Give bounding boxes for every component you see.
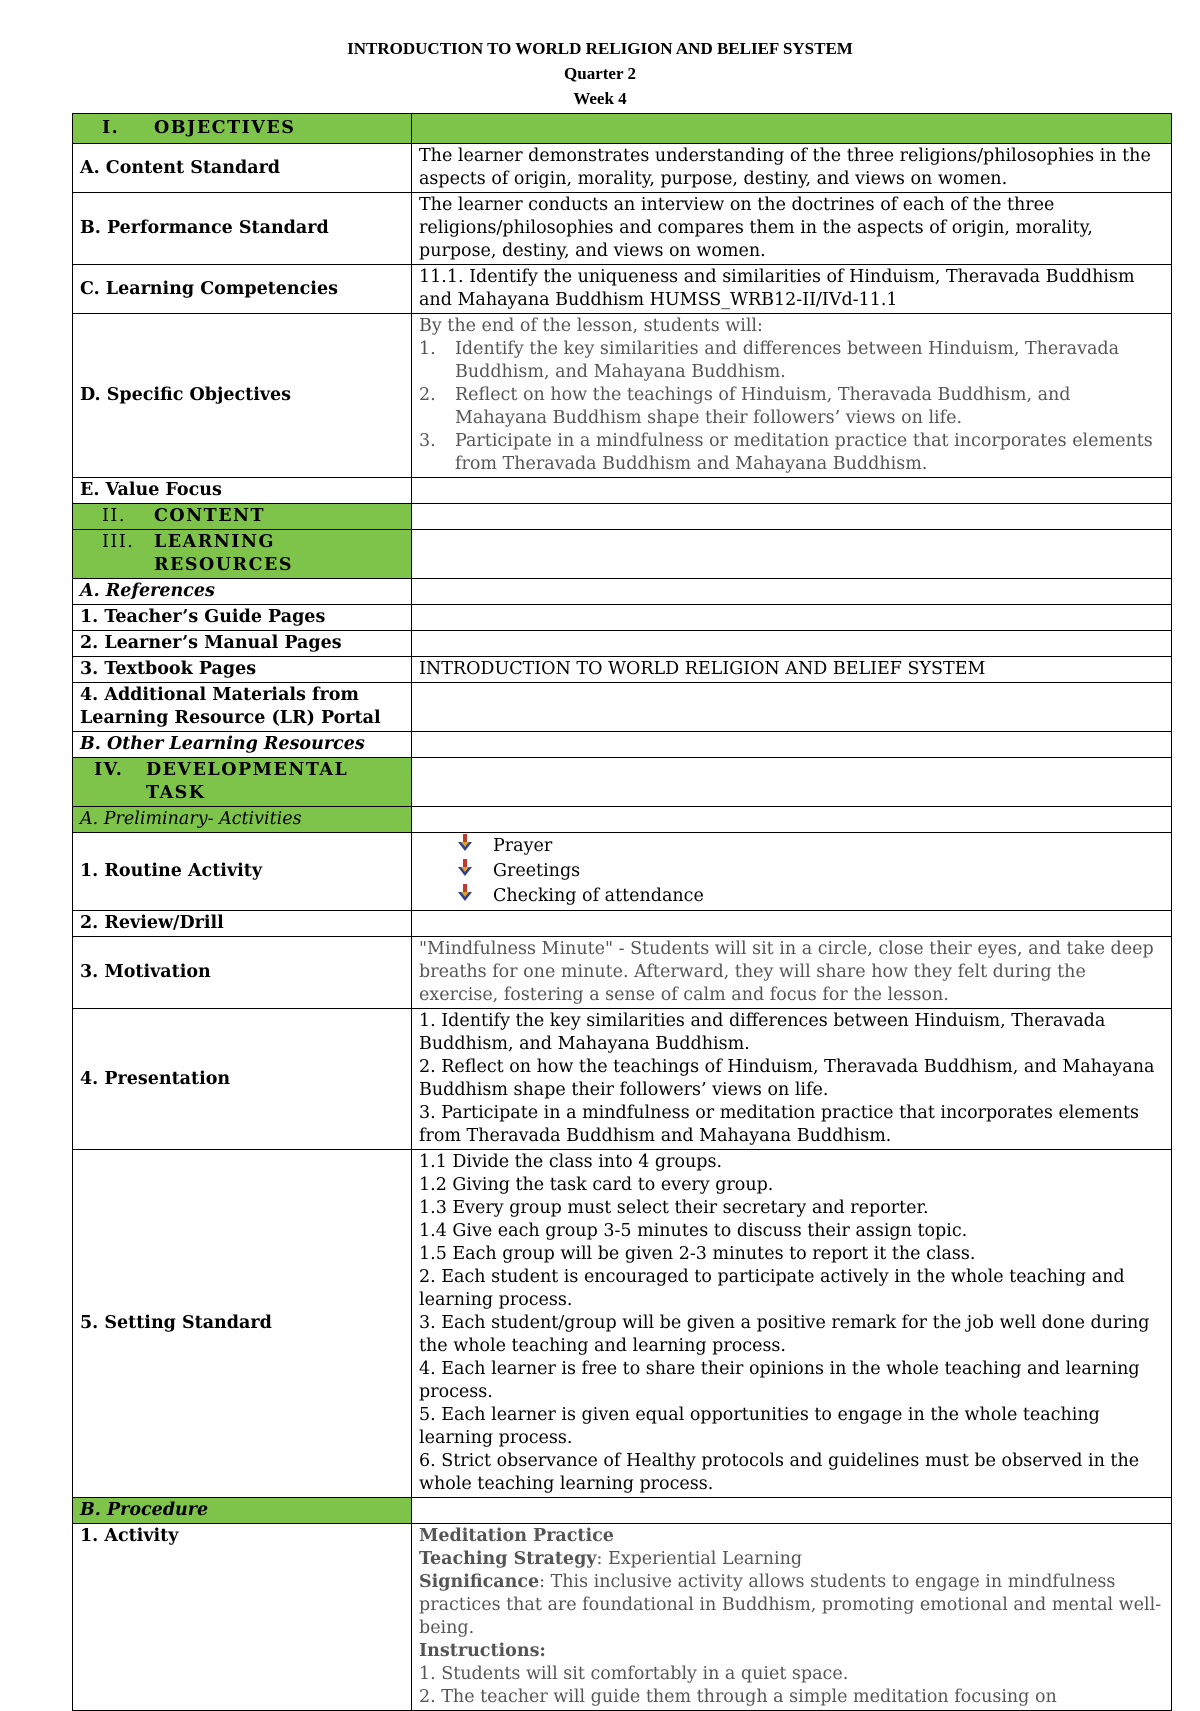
setting-standard-item: 1.5 Each group will be given 2-3 minutes to report it the class. (419, 1244, 976, 1264)
setting-standard-item: 2. Each student is encouraged to participate actively in the whole teaching and learning process. (419, 1267, 1125, 1310)
preliminary-label: A. Preliminary- Activities (73, 807, 412, 833)
activity-row (73, 1524, 1172, 1711)
teachers-guide-value (412, 605, 1172, 631)
setting-standard-item: 3. Each student/group will be given a positive remark for the job well done during the whole teaching and learning process. (419, 1313, 1150, 1356)
down-arrow-bullet-icon (457, 884, 493, 909)
developmental-value (412, 758, 1172, 807)
developmental-section-row (73, 758, 1172, 807)
teaching-strategy: Teaching Strategy: Experiential Learning (419, 1549, 803, 1569)
motivation-row (73, 937, 1172, 1009)
specific-objectives-value (412, 314, 1172, 478)
references-label: A. References (73, 579, 412, 605)
teachers-guide-row (73, 605, 1172, 631)
specific-objectives-intro: By the end of the lesson, students will: (419, 316, 763, 336)
motivation-value: "Mindfulness Minute" - Students will sit in a circle, close their eyes, and take deep breaths for one minute. Afterward, they will share how they felt during the exercise, fostering a sense of calm and focus for the lesson. (412, 937, 1172, 1009)
routine-list (419, 834, 1164, 909)
objectives-section-row (73, 114, 1172, 144)
other-resources-row (73, 732, 1172, 758)
instructions-list (419, 1663, 1164, 1709)
routine-item (457, 884, 1164, 909)
down-arrow-bullet-icon (457, 834, 493, 859)
value-focus-label: E. Value Focus (73, 478, 412, 504)
developmental-section-heading: IV. DEVELOPMENTAL TASK (73, 758, 412, 807)
presentation-item: 1. Identify the key similarities and differences between Hinduism, Theravada Buddhism, and Mahayana Buddhism. (419, 1011, 1106, 1054)
specific-objectives-label: D. Specific Objectives (73, 314, 412, 478)
learning-competencies-row (73, 265, 1172, 314)
content-standard-label: A. Content Standard (73, 144, 412, 193)
other-resources-value (412, 732, 1172, 758)
objectives-section-heading: I. OBJECTIVES (73, 114, 412, 144)
specific-objective-item (419, 430, 1164, 476)
performance-standard-value: The learner conducts an interview on the doctrines of each of the three religions/philosophies and compares them in the aspects of origin, morality, purpose, destiny, and views on women. (412, 193, 1172, 265)
routine-row (73, 833, 1172, 911)
week-label: Week 4 (573, 89, 627, 108)
down-arrow-bullet-icon (457, 859, 493, 884)
resources-value (412, 530, 1172, 579)
presentation-label: 4. Presentation (73, 1009, 412, 1150)
routine-item (457, 859, 1164, 884)
routine-item (457, 834, 1164, 859)
routine-value (412, 833, 1172, 911)
content-section-heading: II. CONTENT (73, 504, 412, 530)
learners-manual-row (73, 631, 1172, 657)
setting-standard-item: 1.3 Every group must select their secretary and reporter. (419, 1198, 929, 1218)
specific-objective-item (419, 384, 1164, 430)
setting-standard-value (412, 1150, 1172, 1498)
routine-item-text: Prayer (493, 836, 553, 856)
procedure-row (73, 1498, 1172, 1524)
review-value (412, 911, 1172, 937)
document-header (0, 36, 1200, 111)
textbook-label: 3. Textbook Pages (73, 657, 412, 683)
specific-objective-text: Reflect on how the teachings of Hinduism, Theravada Buddhism, and Mahayana Buddhism shape their followers’ views on life. (455, 385, 1071, 428)
content-value (412, 504, 1172, 530)
textbook-row (73, 657, 1172, 683)
learners-manual-label: 2. Learner’s Manual Pages (73, 631, 412, 657)
procedure-label: B. Procedure (73, 1498, 412, 1524)
setting-standard-item: 1.2 Giving the task card to every group. (419, 1175, 774, 1195)
presentation-row (73, 1009, 1172, 1150)
learning-competencies-label: C. Learning Competencies (73, 265, 412, 314)
specific-objectives-row (73, 314, 1172, 478)
content-standard-value: The learner demonstrates understanding of the three religions/philosophies in the aspects of origin, morality, purpose, destiny, and views on women. (412, 144, 1172, 193)
setting-standard-item: 1.1 Divide the class into 4 groups. (419, 1152, 723, 1172)
specific-objective-number: 1. (419, 339, 436, 359)
specific-objective-number: 2. (419, 385, 436, 405)
setting-standard-item: 4. Each learner is free to share their opinions in the whole teaching and learning process. (419, 1359, 1140, 1402)
review-label: 2. Review/Drill (73, 911, 412, 937)
specific-objective-item (419, 338, 1164, 384)
instruction-item: 2. The teacher will guide them through a simple meditation focusing on (419, 1687, 1057, 1707)
learning-competencies-value: 11.1. Identify the uniqueness and similarities of Hinduism, Theravada Buddhism and Mahayana Buddhism HUMSS_WRB12-II/IVd-11.1 (412, 265, 1172, 314)
resources-section-heading: III. LEARNING RESOURCES (73, 530, 412, 579)
teachers-guide-label: 1. Teacher’s Guide Pages (73, 605, 412, 631)
activity-label: 1. Activity (73, 1524, 412, 1711)
motivation-label: 3. Motivation (73, 937, 412, 1009)
references-row (73, 579, 1172, 605)
content-section-row (73, 504, 1172, 530)
specific-objectives-list (419, 338, 1164, 476)
instructions-heading: Instructions: (419, 1641, 546, 1661)
instruction-item: 1. Students will sit comfortably in a quiet space. (419, 1664, 849, 1684)
resources-section-row (73, 530, 1172, 579)
specific-objective-text: Participate in a mindfulness or meditation practice that incorporates elements from Theravada Buddhism and Mahayana Buddhism. (455, 431, 1153, 474)
performance-standard-label: B. Performance Standard (73, 193, 412, 265)
routine-label: 1. Routine Activity (73, 833, 412, 911)
setting-standard-item: 6. Strict observance of Healthy protocols and guidelines must be observed in the whole teaching learning process. (419, 1451, 1140, 1494)
other-resources-label: B. Other Learning Resources (73, 732, 412, 758)
presentation-value (412, 1009, 1172, 1150)
learners-manual-value (412, 631, 1172, 657)
setting-standard-label: 5. Setting Standard (73, 1150, 412, 1498)
specific-objective-text: Identify the key similarities and differences between Hinduism, Theravada Buddhism, and Mahayana Buddhism. (455, 339, 1120, 382)
setting-standard-item: 5. Each learner is given equal opportunities to engage in the whole teaching learning process. (419, 1405, 1100, 1448)
significance: Significance: This inclusive activity allows students to engage in mindfulness practices that are foundational in Buddhism, promoting emotional and mental well-being. (419, 1572, 1162, 1638)
activity-value (412, 1524, 1172, 1711)
presentation-item: 3. Participate in a mindfulness or meditation practice that incorporates elements from Theravada Buddhism and Mahayana Buddhism. (419, 1103, 1139, 1146)
procedure-value (412, 1498, 1172, 1524)
references-value (412, 579, 1172, 605)
activity-title: Meditation Practice (419, 1526, 614, 1546)
quarter-label: Quarter 2 (564, 64, 636, 83)
value-focus-row (73, 478, 1172, 504)
routine-item-text: Checking of attendance (493, 886, 704, 906)
additional-materials-row (73, 683, 1172, 732)
presentation-item: 2. Reflect on how the teachings of Hinduism, Theravada Buddhism, and Mahayana Buddhism shape their followers’ views on life. (419, 1057, 1155, 1100)
value-focus-value (412, 478, 1172, 504)
objectives-section-fill (412, 114, 1172, 144)
additional-materials-label: 4. Additional Materials from Learning Resource (LR) Portal (73, 683, 412, 732)
content-standard-row (73, 144, 1172, 193)
preliminary-row (73, 807, 1172, 833)
lesson-plan-table (72, 113, 1172, 1711)
textbook-value: INTRODUCTION TO WORLD RELIGION AND BELIEF SYSTEM (412, 657, 1172, 683)
preliminary-value (412, 807, 1172, 833)
additional-materials-value (412, 683, 1172, 732)
review-row (73, 911, 1172, 937)
setting-standard-item: 1.4 Give each group 3-5 minutes to discuss their assign topic. (419, 1221, 968, 1241)
specific-objective-number: 3. (419, 431, 436, 451)
document-title: INTRODUCTION TO WORLD RELIGION AND BELIEF SYSTEM (347, 39, 853, 58)
setting-standard-row (73, 1150, 1172, 1498)
performance-standard-row (73, 193, 1172, 265)
routine-item-text: Greetings (493, 861, 581, 881)
